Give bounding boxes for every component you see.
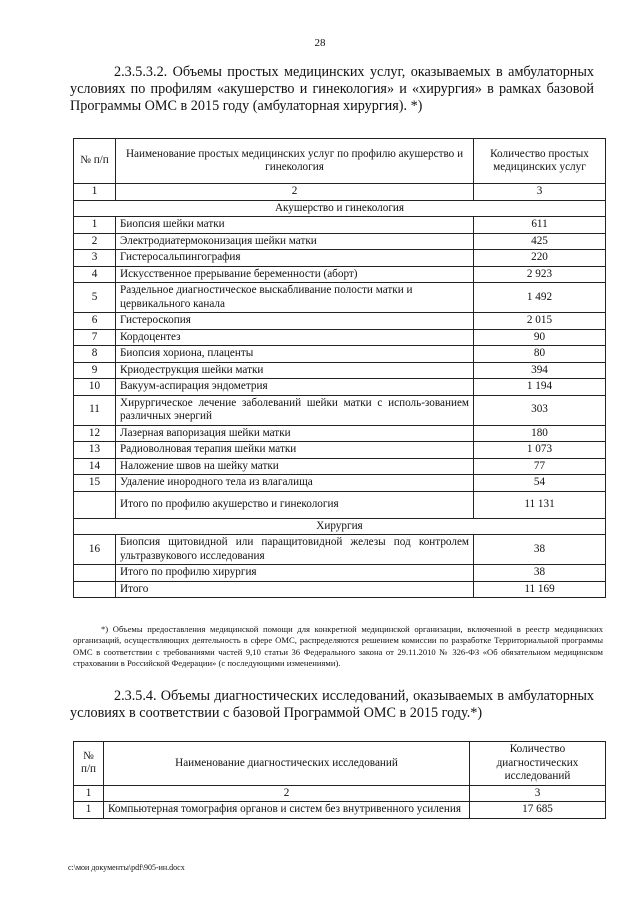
row-name: Наложение швов на шейку матки	[116, 458, 474, 475]
row-value: 2 015	[474, 313, 606, 330]
row-num: 5	[74, 283, 116, 313]
footnote	[73, 624, 603, 670]
row-name: Хирургическое лечение заболеваний шейки матки с исполь-зованием различных энергий	[116, 395, 474, 425]
row-num: 1	[74, 217, 116, 234]
table-row	[74, 802, 606, 819]
row-name: Раздельное диагностическое выскабливание полости матки и цервикального канала	[116, 283, 474, 313]
section-heading-1	[70, 64, 594, 115]
col-number: 2	[116, 184, 474, 201]
row-name: Лазерная вапоризация шейки матки	[116, 425, 474, 442]
table-header-row	[74, 139, 606, 184]
table-row	[74, 283, 606, 313]
subtotal-row-surgery	[74, 565, 606, 582]
row-name: Вакуум-аспирация эндометрия	[116, 379, 474, 396]
row-num: 16	[74, 535, 116, 565]
total-value: 11 169	[474, 581, 606, 598]
group-title: Акушерство и гинекология	[74, 200, 606, 217]
table-row	[74, 395, 606, 425]
section-number: 2.3.5.4.	[114, 688, 157, 704]
group-header-obstetrics	[74, 200, 606, 217]
row-value: 1 073	[474, 442, 606, 459]
table-row	[74, 442, 606, 459]
table-row	[74, 362, 606, 379]
table-row	[74, 217, 606, 234]
row-name: Биопсия щитовидной или паращитовидной железы под контролем ультразвукового исследования	[116, 535, 474, 565]
subtotal-row-obstetrics	[74, 491, 606, 518]
subtotal-value: 11 131	[474, 491, 606, 518]
row-num: 8	[74, 346, 116, 363]
obstetrics-surgery-table	[73, 138, 606, 598]
header-num: № п/п	[74, 139, 116, 184]
row-value: 1 194	[474, 379, 606, 396]
group-title: Хирургия	[74, 518, 606, 535]
row-name: Электродиатермоконизация шейки матки	[116, 233, 474, 250]
row-value: 394	[474, 362, 606, 379]
table-row	[74, 535, 606, 565]
table-row	[74, 313, 606, 330]
row-value: 2 923	[474, 266, 606, 283]
header-name: Наименование диагностических исследований	[104, 742, 470, 786]
diagnostics-table	[73, 741, 606, 819]
row-value: 180	[474, 425, 606, 442]
header-name: Наименование простых медицинских услуг по профилю акушерство и гинекология	[116, 139, 474, 184]
subtotal-label: Итого по профилю акушерство и гинекология	[116, 491, 474, 518]
col-number: 3	[470, 785, 606, 802]
table-row	[74, 425, 606, 442]
row-value: 220	[474, 250, 606, 267]
row-value: 425	[474, 233, 606, 250]
row-name: Гистеросальпингография	[116, 250, 474, 267]
col-number: 3	[474, 184, 606, 201]
total-row	[74, 581, 606, 598]
row-name: Удаление инородного тела из влагалища	[116, 475, 474, 492]
row-num: 12	[74, 425, 116, 442]
row-name: Компьютерная томография органов и систем без внутривенного усиления	[104, 802, 470, 819]
row-num: 3	[74, 250, 116, 267]
header-num: № п/п	[74, 742, 104, 786]
table-row	[74, 266, 606, 283]
row-value: 54	[474, 475, 606, 492]
table-row	[74, 458, 606, 475]
header-count: Количество простых медицинских услуг	[474, 139, 606, 184]
col-number: 1	[74, 785, 104, 802]
row-name: Гистероскопия	[116, 313, 474, 330]
row-value: 1 492	[474, 283, 606, 313]
row-num: 9	[74, 362, 116, 379]
row-name: Биопсия шейки матки	[116, 217, 474, 234]
subtotal-label: Итого по профилю хирургия	[116, 565, 474, 582]
section-title: Объемы простых медицинских услуг, оказываемых в амбулаторных условиях по профилям «акушерство и гинекология» и «хирургия» в рамках базовой Программы ОМС в 2015 году (амбулаторная хирургия). *)	[70, 64, 595, 114]
section-number: 2.3.5.3.2.	[114, 64, 168, 80]
row-name: Радиоволновая терапия шейки матки	[116, 442, 474, 459]
row-name: Криодеструкция шейки матки	[116, 362, 474, 379]
row-value: 303	[474, 395, 606, 425]
row-value: 611	[474, 217, 606, 234]
row-value: 17 685	[470, 802, 606, 819]
subtotal-value: 38	[474, 565, 606, 582]
col-number: 1	[74, 184, 116, 201]
row-value: 38	[474, 535, 606, 565]
section-title: Объемы диагностических исследований, оказываемых в амбулаторных условиях в соответствии с базовой Программой ОМС в 2015 году.*)	[70, 688, 595, 721]
page-number: 28	[314, 37, 326, 49]
row-num: 14	[74, 458, 116, 475]
row-name: Кордоцентез	[116, 329, 474, 346]
table-row	[74, 346, 606, 363]
file-path: c:\мои документы\pdf\905-ин.docx	[68, 863, 185, 872]
table-row	[74, 250, 606, 267]
table-row	[74, 329, 606, 346]
row-num: 10	[74, 379, 116, 396]
row-num: 11	[74, 395, 116, 425]
footnote-text: *) Объемы предоставления медицинской помощи для конкретной медицинской организации, включенной в реестр медицинских организаций, осуществляющих деятельность в сфере ОМС, распределяются решением комиссии по разработке Территориальной программы ОМС в соответствии с требованиями частей 9,10 статьи 36 Федерального закона от 29.11.2010 № 326-ФЗ «Об обязательном медицинском страховании в Российской Федерации» (с последующими изменениями).	[73, 624, 603, 669]
row-num: 13	[74, 442, 116, 459]
row-num: 1	[74, 802, 104, 819]
row-name: Искусственное прерывание беременности (аборт)	[116, 266, 474, 283]
table-row	[74, 475, 606, 492]
header-count: Количество диагностических исследований	[470, 742, 606, 786]
row-num: 2	[74, 233, 116, 250]
row-num: 6	[74, 313, 116, 330]
table-row	[74, 379, 606, 396]
row-num: 4	[74, 266, 116, 283]
column-number-row	[74, 785, 606, 802]
table-row	[74, 233, 606, 250]
column-number-row	[74, 184, 606, 201]
section-heading-2	[70, 688, 594, 722]
row-value: 80	[474, 346, 606, 363]
row-value: 90	[474, 329, 606, 346]
col-number: 2	[104, 785, 470, 802]
total-label: Итого	[116, 581, 474, 598]
row-value: 77	[474, 458, 606, 475]
row-name: Биопсия хориона, плаценты	[116, 346, 474, 363]
group-header-surgery	[74, 518, 606, 535]
row-num: 7	[74, 329, 116, 346]
table-header-row	[74, 742, 606, 786]
row-num: 15	[74, 475, 116, 492]
